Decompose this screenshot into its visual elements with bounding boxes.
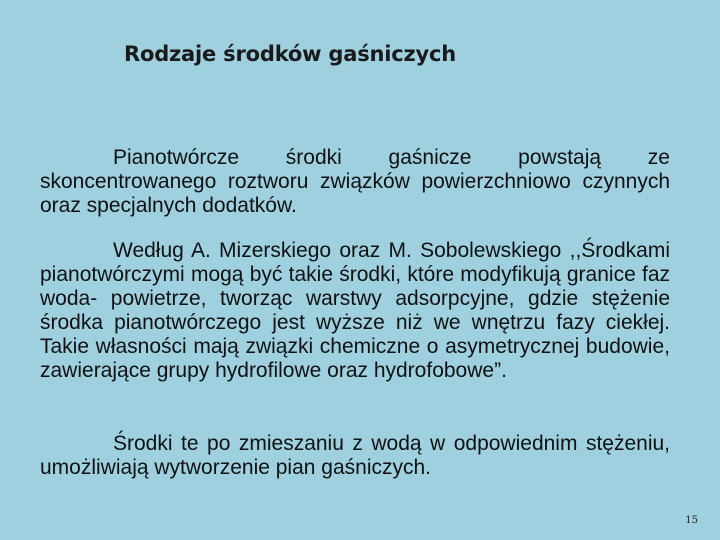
paragraph-quote: Według A. Mizerskiego oraz M. Sobolewskiego ,,Środkami pianotwórczymi mogą być takie środki, które modyfikują granice faz woda- powietrze, tworząc warstwy adsorpcyjne, gdzie stężenie środka pianotwórczego jest wyższe niż we wnętrzu fazy ciekłej. Takie własności mają związki chemiczne o asymetrycznej budowie, zawierające grupy hydrofilowe oraz hydrofobowe”. [40,239,670,382]
paragraph-intro: Pianotwórcze środki gaśnicze powstają ze skoncentrowanego roztworu związków powierzchniowo czynnych oraz specjalnych dodatków. [40,146,670,217]
slide-title: Rodzaje środków gaśniczych [124,42,457,66]
page-number: 15 [685,515,698,526]
paragraph-conclusion: Środki te po zmieszaniu z wodą w odpowiednim stężeniu, umożliwiają wytworzenie pian gaśniczych. [40,432,670,479]
